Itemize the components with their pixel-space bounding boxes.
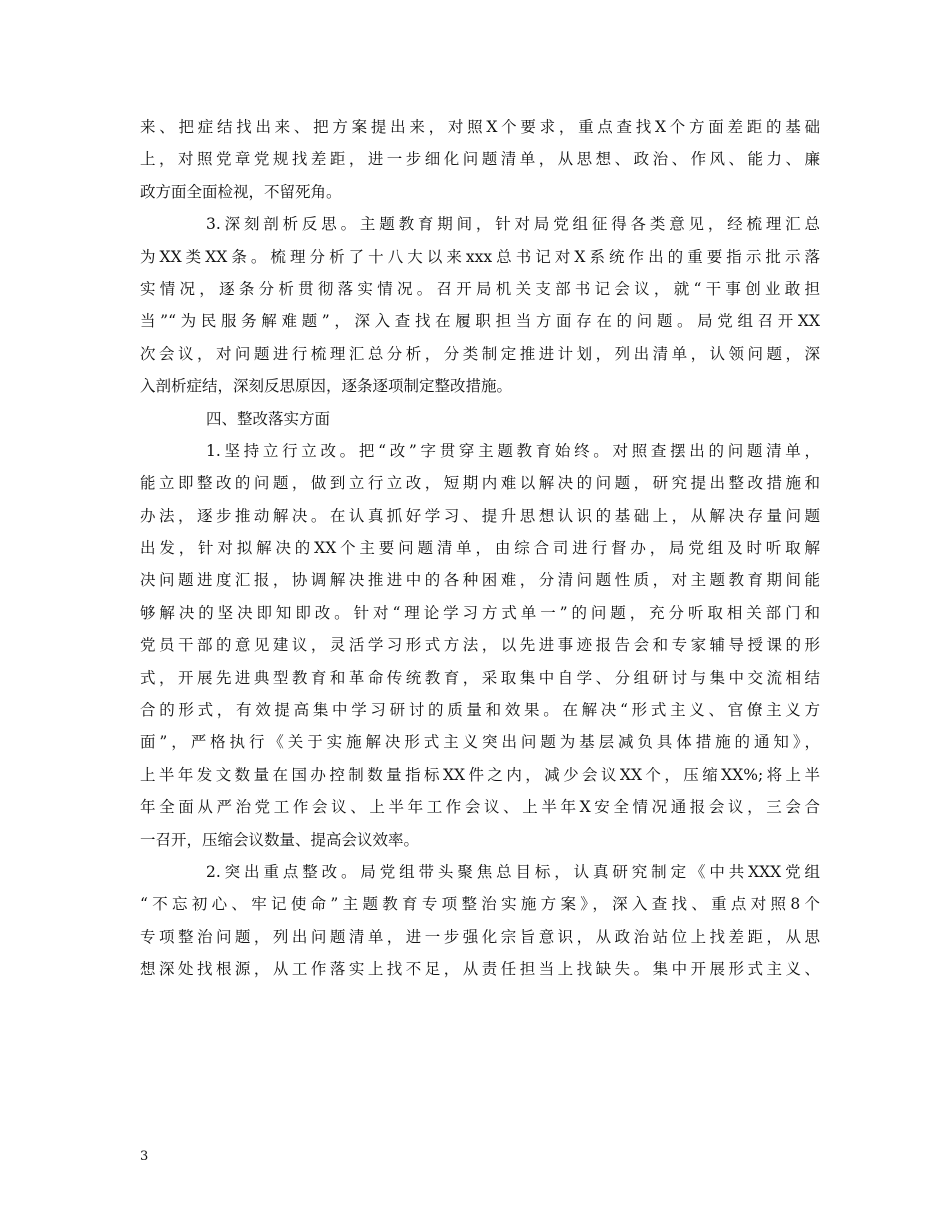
text-line: 1.坚持立行立改。把“改”字贯穿主题教育始终。对照查摆出的问题清单， — [206, 441, 820, 460]
text-line: 决问题进度汇报，协调解决推进中的各种困难，分清问题性质，对主题教育期间能 — [140, 571, 820, 590]
page-number: 3 — [140, 1149, 149, 1164]
text-line: 想深处找根源，从工作落实上找不足，从责任担当上找缺失。集中开展形式主义、 — [140, 960, 820, 979]
text-line: “不忘初心、牢记使命”主题教育专项整治实施方案》，深入查找、重点对照8个 — [140, 895, 820, 914]
text-line: 次会议，对问题进行梳理汇总分析，分类制定推进计划，列出清单，认领问题，深 — [140, 344, 820, 363]
text-line: 实情况，逐条分析贯彻落实情况。召开局机关支部书记会议，就“干事创业敢担 — [140, 279, 820, 298]
text-line: 式，开展先进典型教育和革命传统教育，采取集中自学、分组研讨与集中交流相结 — [140, 668, 820, 687]
text-line: 上半年发文数量在国办控制数量指标XX件之内，减少会议XX个，压缩XX%;将上半 — [140, 765, 820, 784]
text-line: 当”“为民服务解难题”，深入查找在履职担当方面存在的问题。局党组召开XX — [140, 312, 820, 331]
text-line: 2.突出重点整改。局党组带头聚焦总目标，认真研究制定《中共XXX党组 — [206, 862, 820, 881]
text-line: 入剖析症结，深刻反思原因，逐条逐项制定整改措施。 — [140, 377, 513, 396]
text-line: 3.深刻剖析反思。主题教育期间，针对局党组征得各类意见，经梳理汇总 — [206, 215, 820, 234]
text-line: 上，对照党章党规找差距，进一步细化问题清单，从思想、政治、作风、能力、廉 — [140, 150, 820, 169]
text-line: 专项整治问题，列出问题清单，进一步强化宗旨意识，从政治站位上找差距，从思 — [140, 927, 820, 946]
text-line: 办法，逐步推动解决。在认真抓好学习、提升思想认识的基础上，从解决存量问题 — [140, 506, 820, 525]
text-line: 合的形式，有效提高集中学习研讨的质量和效果。在解决“形式主义、官僚主义方 — [140, 701, 820, 720]
text-line: 政方面全面检视，不留死角。 — [140, 182, 342, 201]
text-line: 为XX类XX条。梳理分析了十八大以来xxx总书记对X系统作出的重要指示批示落 — [140, 247, 820, 266]
text-line: 出发，针对拟解决的XX个主要问题清单，由综合司进行督办，局党组及时听取解 — [140, 539, 820, 558]
text-line: 一召开，压缩会议数量、提高会议效率。 — [140, 830, 420, 849]
text-line: 四、整改落实方面 — [206, 409, 331, 428]
text-line: 党员干部的意见建议，灵活学习形式方法，以先进事迹报告会和专家辅导授课的形 — [140, 636, 820, 655]
text-line: 面”，严格执行《关于实施解决形式主义突出问题为基层减负具体措施的通知》， — [140, 733, 820, 752]
text-line: 够解决的坚决即知即改。针对“理论学习方式单一”的问题，充分听取相关部门和 — [140, 603, 820, 622]
text-line: 年全面从严治党工作会议、上半年工作会议、上半年X安全情况通报会议，三会合 — [140, 798, 820, 817]
text-line: 来、把症结找出来、把方案提出来，对照X个要求，重点查找X个方面差距的基础 — [140, 118, 820, 136]
document-body — [140, 111, 820, 986]
text-line: 能立即整改的问题，做到立行立改，短期内难以解决的问题，研究提出整改措施和 — [140, 474, 820, 493]
